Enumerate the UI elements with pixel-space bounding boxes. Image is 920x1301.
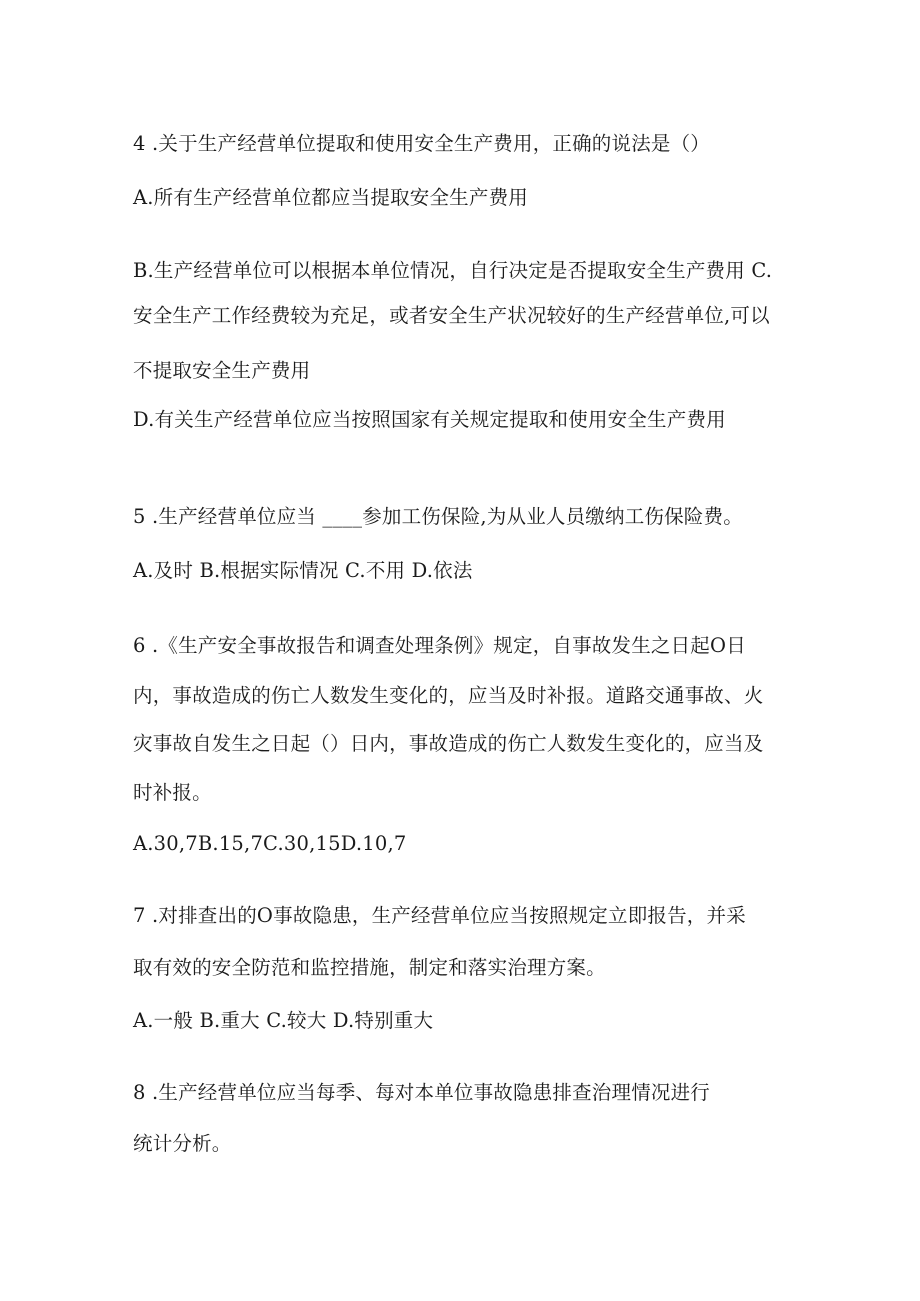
question-4-option-b-line-1: B.生产经营单位可以根据本单位情况，自行决定是否提取安全生产费用 C.: [133, 259, 773, 282]
question-5-stem: 5 .生产经营单位应当 ____参加工伤保险,为从业人员缴纳工伤保险费。: [133, 505, 743, 528]
question-7-stem-line-2: 取有效的安全防范和监控措施，制定和落实治理方案。: [133, 956, 606, 979]
question-6-stem-line-2: 内，事故造成的伤亡人数发生变化的，应当及时补报。道路交通事故、火: [133, 684, 764, 707]
question-4-option-b-line-3: 不提取安全生产费用: [133, 359, 311, 382]
question-7-stem-line-1: 7 .对排查出的O事故隐患，生产经营单位应当按照规定立即报告，并采: [133, 904, 746, 927]
question-8-stem-line-2: 统计分析。: [133, 1132, 232, 1155]
question-4-stem: 4 .关于生产经营单位提取和使用安全生产费用，正确的说法是（）: [133, 132, 711, 155]
question-6-stem-line-3: 灾事故自发生之日起（）日内，事故造成的伤亡人数发生变化的，应当及: [133, 732, 764, 755]
question-6-stem-line-4: 时补报。: [133, 781, 212, 804]
question-7-options: A.一般 B.重大 C.较大 D.特别重大: [133, 1009, 434, 1032]
question-6-options: A.30,7B.15,7C.30,15D.10,7: [133, 832, 407, 855]
question-5-options: A.及时 B.根据实际情况 C.不用 D.依法: [133, 559, 473, 582]
question-4-option-d: D.有关生产经营单位应当按照国家有关规定提取和使用安全生产费用: [133, 408, 726, 431]
question-4-option-b-line-2: 安全生产工作经费较为充足，或者安全生产状况较好的生产经营单位,可以: [133, 304, 770, 327]
question-8-stem-line-1: 8 .生产经营单位应当每季、每对本单位事故隐患排查治理情况进行: [133, 1081, 711, 1104]
question-4-option-a: A.所有生产经营单位都应当提取安全生产费用: [133, 186, 528, 209]
question-6-stem-line-1: 6 .《生产安全事故报告和调查处理条例》规定，自事故发生之日起O日: [133, 634, 746, 657]
